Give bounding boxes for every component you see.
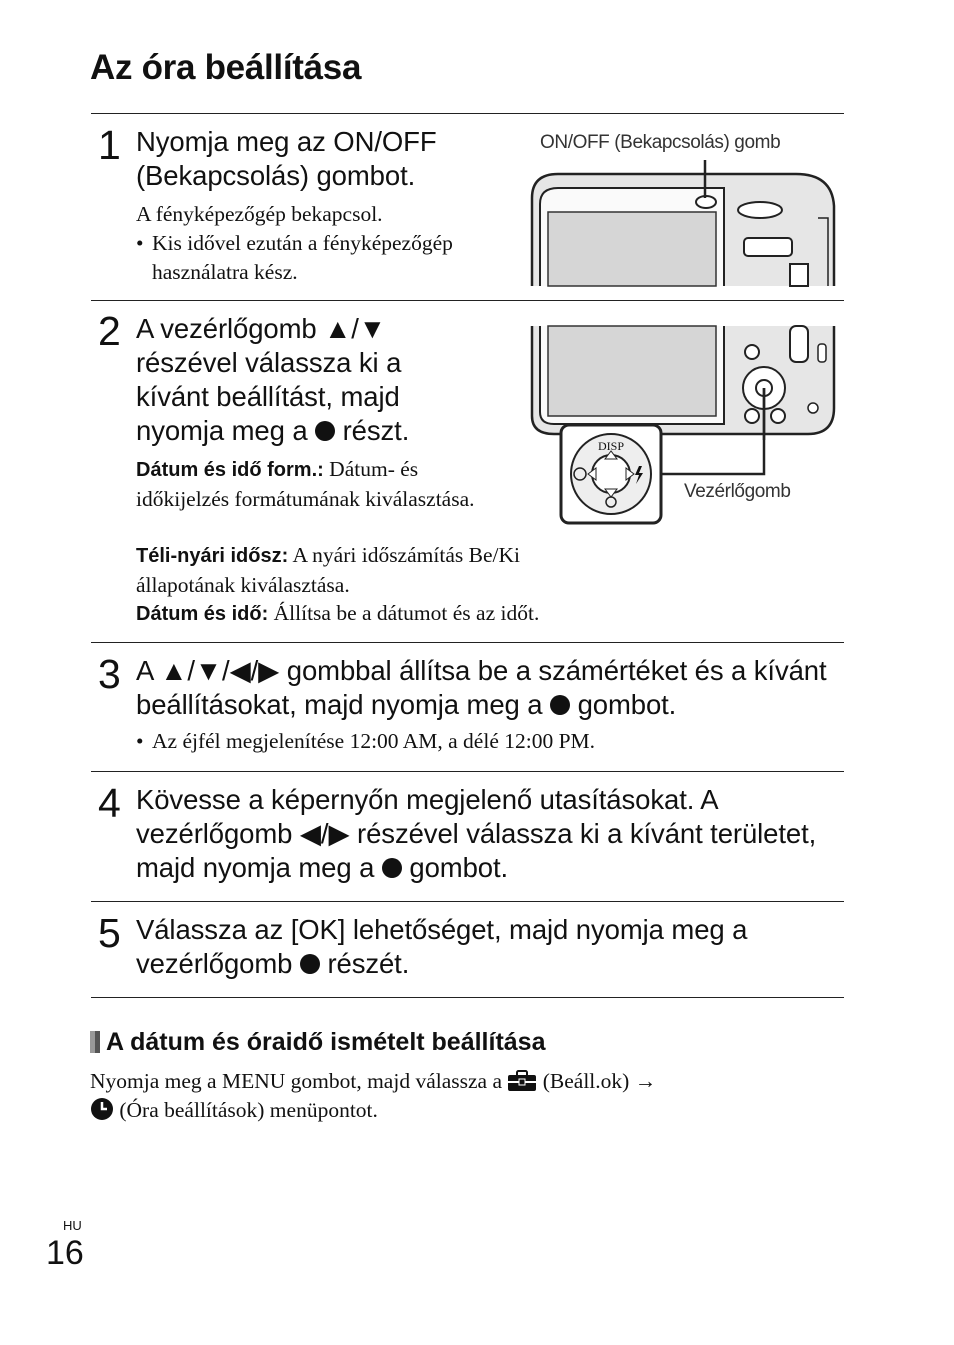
center-button-icon [300, 954, 320, 974]
divider [91, 113, 844, 114]
center-button-icon [382, 858, 402, 878]
step-number: 1 [98, 122, 121, 168]
step-item [136, 599, 696, 629]
text-run: (Óra beállítások) menüpontot. [119, 1098, 378, 1122]
disp-label: DISP [597, 439, 625, 453]
item-label: Dátum és idő form.: [136, 459, 324, 481]
step-heading [136, 783, 826, 885]
toolbox-icon [507, 1070, 537, 1092]
step-heading-text: A ▲/▼/◀/▶ gombbal állítsa be a számértéket és a kívánt beállításokat, majd nyomja meg a [136, 655, 827, 720]
step-heading [136, 312, 466, 448]
step-heading-text: gombot. [577, 689, 677, 720]
step-body [136, 727, 816, 756]
image-caption: ON/OFF (Bekapcsolás) gomb [540, 132, 781, 153]
text-run: Nyomja meg a MENU gombot, majd válassza a [90, 1069, 502, 1093]
item-text: A nyári időszámítás Be/Ki állapotának kiválasztása. [136, 543, 520, 597]
language-code: HU [63, 1218, 82, 1233]
leader-line [650, 388, 770, 480]
bullet-item: • Az éjfél megjelenítése 12:00 AM, a délé 12:00 PM. [136, 727, 816, 756]
step-heading [136, 654, 856, 722]
step-number: 4 [98, 780, 121, 826]
step-number: 5 [98, 910, 121, 956]
step-body [136, 200, 516, 287]
step-text: A fényképezőgép bekapcsol. [136, 202, 383, 226]
item-label: Dátum és idő: [136, 603, 269, 625]
center-button-icon [550, 695, 570, 715]
subsection-title-text: A dátum és óraidő ismételt beállítása [106, 1028, 546, 1056]
item-label: Téli-nyári idősz: [136, 545, 289, 567]
step-item [136, 455, 481, 514]
step-item [136, 541, 606, 600]
step-heading-text: Kövesse a képernyőn megjelenő utasításokat. A vezérlőgomb ◀/▶ részével válassza ki a kívánt területet, majd nyomja meg a [136, 784, 817, 883]
step-heading-text: gombot. [409, 852, 509, 883]
step-heading [136, 913, 836, 981]
divider [91, 997, 844, 998]
subsection-text [90, 1067, 810, 1125]
subsection-title [90, 1028, 546, 1057]
step-heading-text: részt. [342, 415, 410, 446]
center-button-icon [315, 421, 335, 441]
divider [91, 642, 844, 643]
step-heading: Nyomja meg az ON/OFF (Bekapcsolás) gombot. [136, 126, 437, 191]
clock-icon [90, 1097, 114, 1121]
divider [91, 771, 844, 772]
bullet-item: • Kis idővel ezután a fényképezőgép használatra kész. [136, 229, 516, 287]
page-number: 16 [46, 1234, 84, 1272]
page-title: Az óra beállítása [90, 48, 362, 87]
step-number: 3 [98, 651, 121, 697]
image-caption: Vezérlőgomb [684, 481, 791, 502]
step-heading-text: részét. [327, 948, 410, 979]
step-heading-text: A vezérlőgomb ▲/▼ részével válassza ki a kívánt beállítást, majd nyomja meg a [136, 313, 402, 446]
item-text: Dátum- és időkijelzés formátumának kiválasztása. [136, 457, 475, 511]
item-text: Állítsa be a dátumot és az időt. [273, 601, 540, 625]
divider [91, 901, 844, 902]
section-marker-icon [90, 1031, 100, 1053]
text-run: (Beáll.ok) → [542, 1069, 657, 1093]
camera-top-illustration [528, 158, 838, 288]
divider [91, 300, 844, 301]
control-dial-illustration [559, 423, 663, 525]
step-number: 2 [98, 308, 121, 354]
step-heading-text: Válassza az [OK] lehetőséget, majd nyomja meg a vezérlőgomb [136, 914, 748, 979]
